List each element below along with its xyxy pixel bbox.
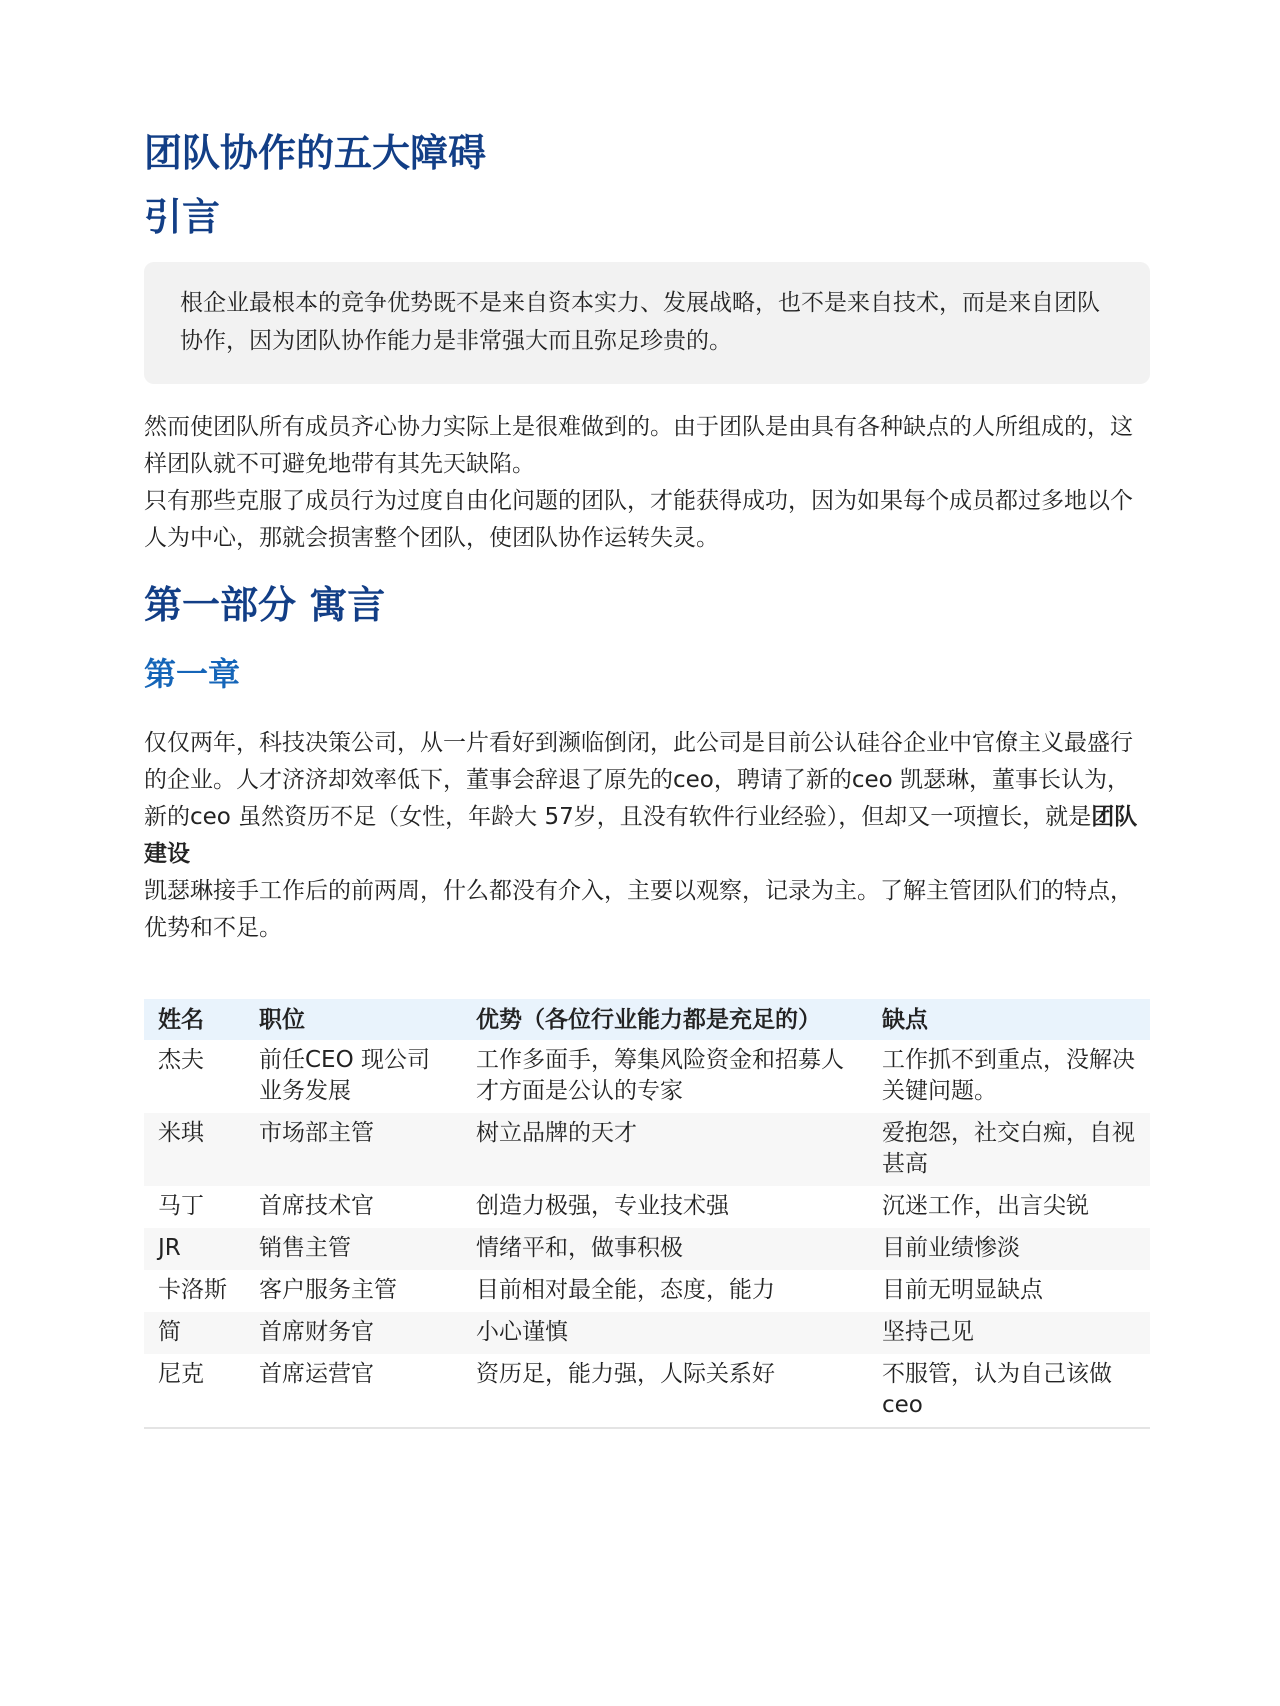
cell-strengths: 小心谨慎	[462, 1312, 868, 1354]
header-weaknesses: 缺点	[868, 999, 1150, 1040]
intro-paragraph: 只有那些克服了成员行为过度自由化问题的团队，才能获得成功，因为如果每个成员都过多地以个人为中心，那就会损害整个团队，使团队协作运转失灵。	[144, 488, 1133, 551]
cell-position: 首席技术官	[259, 1193, 374, 1219]
cell-name: 马丁	[158, 1193, 204, 1219]
header-position: 职位	[245, 999, 462, 1040]
cell-name: 卡洛斯	[158, 1277, 227, 1303]
table-row	[144, 1354, 1150, 1428]
cell-position: 销售主管	[245, 1228, 462, 1270]
cell-weaknesses: 目前业绩惨淡	[868, 1228, 1150, 1270]
cell-weaknesses: 沉迷工作，出言尖锐	[882, 1193, 1089, 1219]
header-strengths: 优势（各位行业能力都是充足的）	[462, 999, 868, 1040]
cell-strengths: 工作多面手，筹集风险资金和招募人才方面是公认的专家	[476, 1047, 844, 1104]
header-name: 姓名	[144, 999, 245, 1040]
table-row	[144, 1186, 1150, 1228]
intro-paragraph: 然而使团队所有成员齐心协力实际上是很难做到的。由于团队是由具有各种缺点的人所组成的，这样团队就不可避免地带有其先天缺陷。	[144, 414, 1133, 477]
table-header-row	[144, 999, 1150, 1040]
chapter-paragraph-2: 凯瑟琳接手工作后的前两周，什么都没有介入，主要以观察，记录为主。了解主管团队们的特点，优势和不足。	[144, 878, 1133, 941]
cell-position: 首席财务官	[245, 1312, 462, 1354]
cell-weaknesses: 爱抱怨，社交白痴，自视甚高	[868, 1113, 1150, 1186]
document-title: 团队协作的五大障碍	[144, 131, 487, 175]
cell-position: 客户服务主管	[259, 1277, 397, 1303]
table-row	[144, 1270, 1150, 1312]
cell-position: 市场部主管	[245, 1113, 462, 1186]
document-page	[144, 125, 1150, 1429]
cell-strengths: 资历足，能力强，人际关系好	[476, 1361, 775, 1387]
cell-strengths: 目前相对最全能，态度，能力	[476, 1277, 775, 1303]
part-heading: 第一部分 寓言	[144, 583, 386, 627]
cell-strengths: 创造力极强，专业技术强	[476, 1193, 729, 1219]
chapter-paragraph-text: 仅仅两年，科技决策公司，从一片看好到濒临倒闭，此公司是目前公认硅谷企业中官僚主义最盛行的企业。人才济济却效率低下，董事会辞退了原先的ceo，聘请了新的ceo 凯瑟琳，董事长认为，新的ceo 虽然资历不足（女性，年龄大 57岁，且没有软件行业经验），但却又一项擅长，就是	[144, 730, 1133, 830]
cell-strengths: 树立品牌的天才	[462, 1113, 868, 1186]
cell-position: 前任CEO 现公司业务发展	[259, 1047, 431, 1104]
cell-name: 尼克	[158, 1361, 204, 1387]
cell-weaknesses: 目前无明显缺点	[882, 1277, 1043, 1303]
table-row	[144, 1040, 1150, 1113]
intro-heading: 引言	[144, 195, 221, 239]
cell-name: JR	[144, 1228, 245, 1270]
cell-name: 简	[144, 1312, 245, 1354]
cell-position: 首席运营官	[259, 1361, 374, 1387]
cell-name: 杰夫	[158, 1047, 204, 1073]
quote-block: 根企业最根本的竞争优势既不是来自资本实力、发展战略，也不是来自技术，而是来自团队协作，因为团队协作能力是非常强大而且弥足珍贵的。	[144, 262, 1150, 384]
cell-weaknesses: 坚持己见	[868, 1312, 1150, 1354]
chapter-paragraph	[144, 725, 1150, 873]
cell-weaknesses: 工作抓不到重点，没解决关键问题。	[882, 1047, 1135, 1104]
chapter-paragraph-bold: 团队建设	[144, 804, 1138, 867]
cell-strengths: 情绪平和，做事积极	[462, 1228, 868, 1270]
table-row	[144, 1113, 1150, 1186]
team-table	[144, 999, 1150, 1429]
cell-weaknesses: 不服管，认为自己该做ceo	[882, 1361, 1112, 1418]
cell-name: 米琪	[144, 1113, 245, 1186]
table-row	[144, 1228, 1150, 1270]
chapter-heading: 第一章	[144, 655, 241, 693]
table-row	[144, 1312, 1150, 1354]
